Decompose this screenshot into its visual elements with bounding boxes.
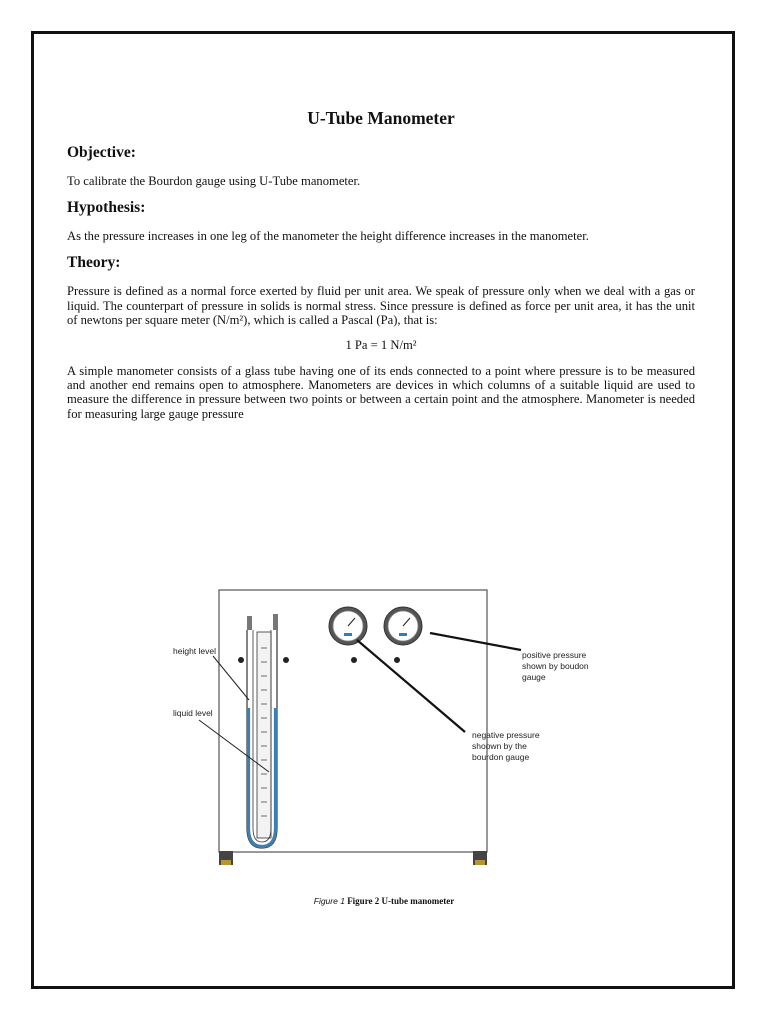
negative-pressure-label-3: bourdon gauge — [472, 752, 530, 762]
negative-pressure-label-2: shoown by the — [472, 741, 527, 751]
screw — [351, 657, 357, 663]
screw — [283, 657, 289, 663]
theory-paragraph-2: A simple manometer consists of a glass tube having one of its ends connected to a point where pressure is to be measured and another end remains open to atmosphere. Manometers are devices in which columns of a suitable liquid are used to measure the difference in pressure between two points or between a certain point and the atmosphere. Manometer is needed for measuring large gauge pressure — [67, 364, 695, 421]
objective-text: To calibrate the Bourdon gauge using U-Tube manometer. — [67, 174, 361, 188]
liquid-level-label: liquid level — [173, 708, 213, 718]
objective-heading: Objective: — [67, 144, 136, 161]
panel-foot-left-base — [221, 860, 231, 865]
theory-paragraph-1: Pressure is defined as a normal force exerted by fluid per unit area. We speak of pressure only when we deal with a gas or liquid. The counterpart of pressure in solids is normal stress. Since pressure is defined as force per unit area, it has the unit of newtons per square meter (N/m²), which is called a Pascal (Pa), that is: — [67, 284, 695, 327]
negative-pressure-label-1: negative pressure — [472, 730, 540, 740]
manometer-illustration — [165, 588, 605, 878]
positive-pressure-label-2: shown by boudon — [522, 661, 589, 671]
screw — [394, 657, 400, 663]
figure-caption-text: Figure 2 U-tube manometer — [347, 896, 455, 906]
screw — [238, 657, 244, 663]
manometer-scale — [257, 632, 271, 838]
document-body — [67, 108, 695, 432]
hypothesis-heading: Hypothesis: — [67, 199, 146, 217]
positive-pressure-label-1: positive pressure — [522, 650, 587, 660]
figure-caption — [0, 896, 768, 906]
hypothesis-text: As the pressure increases in one leg of the manometer the height difference increases in the manometer. — [67, 229, 589, 244]
figure-caption-prefix: Figure 1 — [313, 896, 345, 906]
height-level-label: height level — [173, 646, 217, 656]
positive-pressure-label-3: gauge — [522, 672, 546, 682]
page-title: U-Tube Manometer — [307, 108, 455, 128]
panel-foot-right-base — [475, 860, 485, 865]
theory-heading: Theory: — [67, 254, 121, 272]
manometer-figure — [165, 588, 605, 878]
bourdon-gauge-right — [384, 607, 422, 645]
tube-fitting-left — [247, 616, 252, 630]
bourdon-gauge-left — [329, 607, 367, 645]
pascal-equation: 1 Pa = 1 N/m² — [345, 338, 417, 353]
tube-fitting-right — [273, 614, 278, 630]
